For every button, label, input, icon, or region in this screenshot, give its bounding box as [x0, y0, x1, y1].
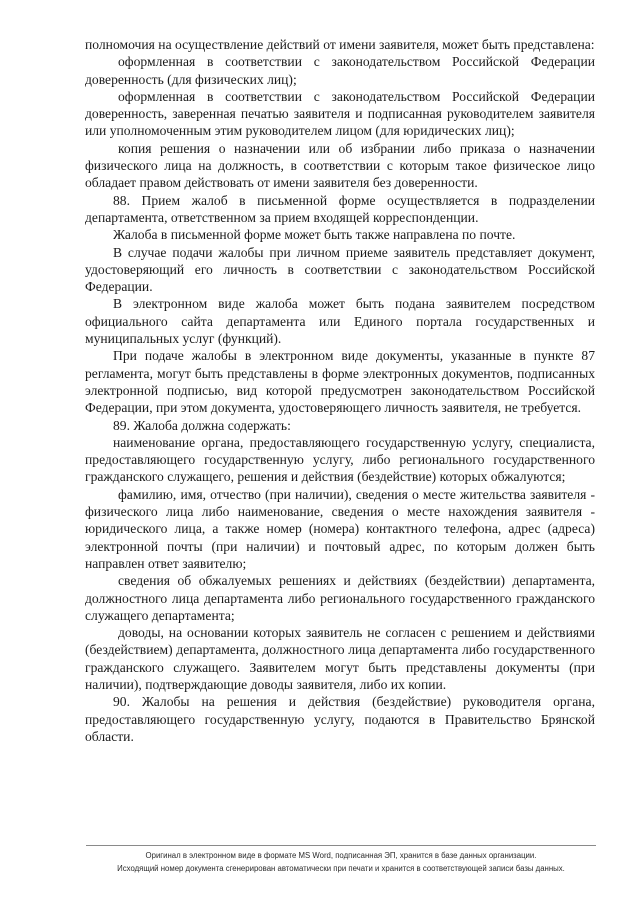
paragraph-appealed-decisions: сведения об обжалуемых решениях и действиях (бездействии) департамента, должностного лица департамента либо регионального государственного гражданского служащего департамента;	[85, 573, 595, 623]
paragraph-legal-entity-power-of-attorney: оформленная в соответствии с законодательством Российской Федерации доверенность, заверенная печатью заявителя и подписанная руководителем заявителя или уполномоченным этим руководителем лицом (для юридических лиц);	[85, 88, 595, 139]
paragraph-postal-complaints: Жалоба в письменной форме может быть также направлена по почте.	[113, 227, 516, 243]
paragraph-89-complaint-contents: 89. Жалоба должна содержать:	[113, 417, 291, 433]
footer-note-original: Оригинал в электронном виде в формате MS Word, подписанная ЭП, хранится в базе данных организации.	[145, 851, 537, 860]
document-body	[85, 36, 595, 745]
paragraph-personal-reception: В случае подачи жалобы при личном приеме заявитель представляет документ, удостоверяющий его личность в соответствии с законодательством Российской Федерации.	[85, 244, 595, 295]
paragraph-electronic-submission: В электронном виде жалоба может быть подана заявителем посредством официального сайта департамента или Единого портала государственных и муниципальных услуг (функций).	[85, 296, 595, 347]
paragraph-90-head-complaints: 90. Жалобы на решения и действия (бездействие) руководителя органа, предоставляющего государственную услугу, подаются в Правительство Брянской области.	[85, 694, 595, 744]
footer-divider	[86, 845, 596, 846]
paragraph-electronic-documents: При подаче жалобы в электронном виде документы, указанные в пункте 87 регламента, могут быть представлены в форме электронных документов, подписанных электронной подписью, вид которой предусмотрен законодательством Российской Федерации, при этом документа, удостоверяющего личность заявителя, не требуется.	[85, 348, 595, 416]
paragraph-88-written-complaints: 88. Прием жалоб в письменной форме осуществляется в подразделении департамента, ответственном за прием входящей корреспонденции.	[85, 192, 595, 225]
paragraph-applicant-details: фамилию, имя, отчество (при наличии), сведения о месте жительства заявителя - физического лица либо наименование, сведения о месте нахождения заявителя - юридического лица, а также номер (номера) контактного телефона, адрес (адреса) электронной почты (при наличии) и почтовый адрес, по которым должен быть направлен ответ заявителю;	[85, 486, 595, 571]
paragraph-representation-authority: полномочия на осуществление действий от имени заявителя, может быть представлена:	[85, 37, 595, 52]
footer-note-number: Исходящий номер документа сгенерирован автоматически при печати и хранится в соответствующей записи базы данных.	[117, 864, 565, 873]
paragraph-authority-name: наименование органа, предоставляющего государственную услугу, специалиста, предоставляющего государственную услугу, либо регионального государственного гражданского служащего, решения и действия (бездействие) которых обжалуются;	[85, 434, 595, 485]
paragraph-appointment-copy: копия решения о назначении или об избрании либо приказа о назначении физического лица на должность, в соответствии с которым такое физическое лицо обладает правом действовать от имени заявителя без доверенности.	[85, 140, 595, 191]
paragraph-arguments: доводы, на основании которых заявитель не согласен с решением и действиями (бездействием) департамента, должностного лица департамента либо государственного гражданского служащего. Заявителем могут быть представлены документы (при наличии), подтверждающие доводы заявителя, либо их копии.	[85, 625, 595, 692]
paragraph-individual-power-of-attorney: оформленная в соответствии с законодательством Российской Федерации доверенность (для физических лиц);	[85, 54, 595, 87]
